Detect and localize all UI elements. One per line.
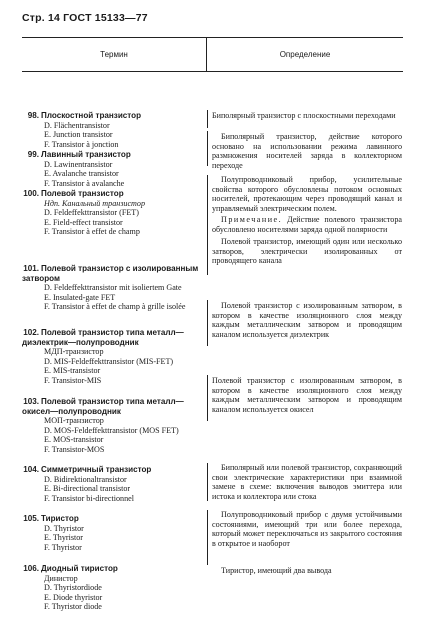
term-entry: 106. Диодный тиристор Динистор D. Thyristordiode E. Diode thyristor F. Thyristor diode — [23, 564, 118, 612]
term-entry: 98. Плоскостной транзистор D. Flächentransistor E. Junction transistor F. Transistor à jonction — [27, 111, 142, 149]
term-entry: 103. Полевой транзистор типа металл—окисел—полупроводник МОП-транзистор D. MOS-Feldeffekttransistor (MOS FET) E. MOS-transistor F. Transistor-MOS — [22, 397, 184, 454]
term-entry: 101. Полевой транзистор с изолированным затвором D. Feldeffekttransistor mit isoliertem Gate E. Insulated-gate FET F. Transistor à effet de champ à grille isolée — [22, 264, 199, 312]
definition-103: Полевой транзистор с изолированным затвором, в котором в качестве изоляционного слоя между каждым металлическим затвором и проводящим каналом используется окисел — [212, 376, 402, 414]
bracket — [207, 510, 208, 565]
column-head-definitions: Определение — [279, 50, 331, 59]
bracket — [207, 375, 208, 421]
bracket — [207, 300, 208, 346]
bracket — [207, 237, 208, 275]
definition-106: Тиристор, имеющий два вывода — [221, 566, 332, 575]
definition-99: Биполярный транзистор, действие которого основано на использовании режима лавинного размножения носителей заряда в коллекторном переходе — [212, 132, 402, 170]
definition-98: Биполярный транзистор с плоскостными переходами — [212, 111, 396, 120]
bracket — [207, 463, 208, 501]
term-entry: 105. Тиристор D. Thyristor E. Thyristor F. Thyristor — [23, 514, 84, 552]
definition-105: Полупроводниковый прибор с двумя устойчивыми состояниями, имеющий три или более перехода, который может переключаться из закрытого состояния в открытое и наоборот — [212, 510, 402, 548]
term-entry: 100. Полевой транзистор Ндп. Канальный транзистор D. Feldeffekttransistor (FET) E. Field-effect transistor F. Transistor à effet de champ — [23, 189, 145, 237]
page-header: Стр. 14 ГОСТ 15133—77 — [22, 12, 148, 24]
term-entry: 102. Полевой транзистор типа металл—диэлектрик—полупроводник МДП-транзистор D. MIS-Feldeffekttransistor (MIS-FET) E. MIS-transistor F. Transistor-MIS — [22, 328, 184, 385]
note-text: Действие полевого транзистора обусловлено носителями заряда одной полярности — [212, 215, 402, 234]
definition-100: Полупроводниковый прибор, усилительные свойства которого обусловлены потоком основных носителей, протекающим через проводящий канал и управляемый электрическим полем. Примечание. Действие полевого транзистора обусловлено носителями заряда одной полярности — [212, 175, 402, 234]
definition-101: Полевой транзистор, имеющий один или несколько затворов, электрически изолированных от проводящего канала — [212, 237, 402, 266]
definition-104: Биполярный или полевой транзистор, сохраняющий свои электрические характеристики при взаимной замене в схеме: включения выводов эмиттера или истока и коллектора или стока — [212, 463, 402, 501]
bracket — [207, 110, 208, 128]
table-top-rule — [22, 37, 403, 38]
bracket — [207, 131, 208, 166]
term-entry: 104. Симметричный транзистор D. Bidirektionaltransistor E. Bi-directional transistor F. Transistor bi-directionnel — [23, 465, 152, 503]
term-entry: 99. Лавинный транзистор D. Lawinentransistor E. Avalanche transistor F. Transistor à avalanche — [27, 150, 131, 188]
column-head-terms: Термин — [100, 50, 128, 59]
table-header-rule — [22, 71, 403, 72]
definition-102: Полевой транзистор с изолированным затвором, в котором в качестве изоляционного слоя между каждым металлическим затвором и проводящим каналом используется диэлектрик — [212, 301, 402, 339]
note-label: Примечание. — [221, 215, 283, 225]
